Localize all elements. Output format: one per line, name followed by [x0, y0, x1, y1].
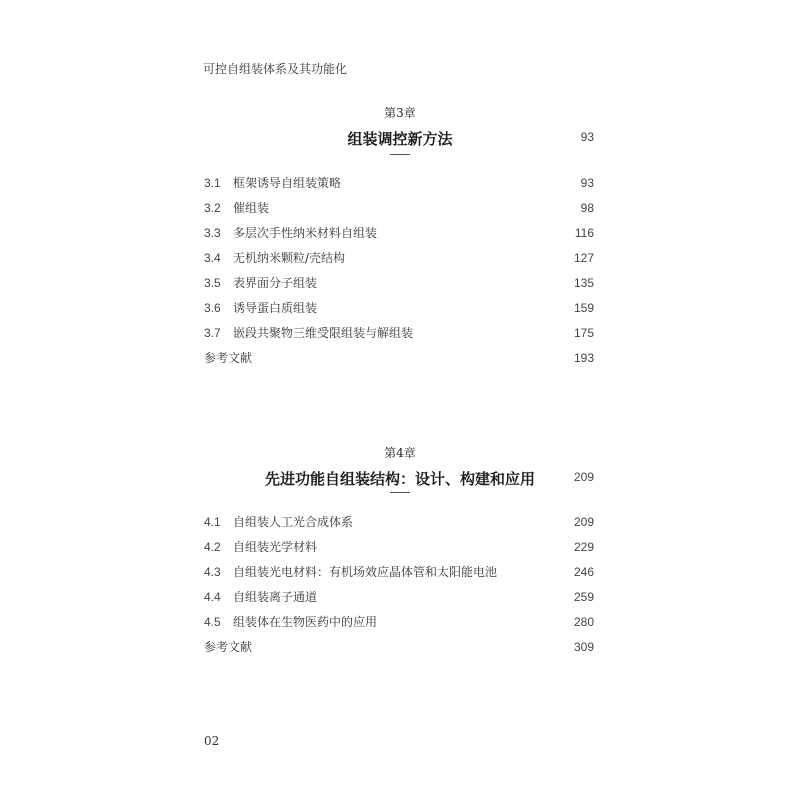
section-page-number: 280	[573, 615, 594, 629]
toc-entry[interactable]	[204, 174, 594, 192]
section-title: 自组装光电材料：有机场效应晶体管和太阳能电池	[233, 565, 498, 579]
section-number: 3.5	[204, 276, 221, 290]
toc-entry[interactable]	[204, 538, 594, 556]
chapter-page-number: 209	[573, 470, 594, 484]
section-title: 多层次手性纳米材料自组装	[233, 226, 378, 240]
toc-entry[interactable]	[204, 274, 594, 292]
toc-entry-references[interactable]	[204, 638, 594, 656]
section-page-number: 175	[573, 326, 594, 340]
chapter-title: 先进功能自组装结构：设计、构建和应用	[264, 470, 535, 488]
chapter-title: 组装调控新方法	[347, 130, 453, 148]
toc-entry[interactable]	[204, 199, 594, 217]
section-title: 诱导蛋白质组装	[233, 301, 318, 315]
toc-entry[interactable]	[204, 613, 594, 631]
section-page-number: 259	[573, 590, 594, 604]
section-title: 无机纳米颗粒/壳结构	[233, 251, 346, 265]
section-title: 组装体在生物医药中的应用	[233, 615, 378, 629]
toc-entry[interactable]	[204, 224, 594, 242]
section-page-number: 135	[573, 276, 594, 290]
section-number: 4.2	[204, 540, 221, 554]
toc-entry[interactable]	[204, 513, 594, 531]
references-title: 参考文献	[204, 351, 253, 365]
section-page-number: 159	[573, 301, 594, 315]
references-title: 参考文献	[204, 640, 253, 654]
section-number: 4.4	[204, 590, 221, 604]
section-page-number: 309	[573, 640, 594, 654]
toc-entry[interactable]	[204, 324, 594, 342]
section-title: 自组装人工光合成体系	[233, 515, 354, 529]
chapter-number-label: 第4章	[384, 446, 416, 460]
chapter-title-rule	[390, 154, 410, 155]
section-page-number: 193	[573, 351, 594, 365]
section-page-number: 93	[580, 176, 594, 190]
toc-entry[interactable]	[204, 588, 594, 606]
section-title: 表界面分子组装	[233, 276, 318, 290]
toc-entry[interactable]	[204, 563, 594, 581]
section-number: 3.1	[204, 176, 221, 190]
section-title: 框架诱导自组装策略	[233, 176, 342, 190]
section-number: 3.3	[204, 226, 221, 240]
section-number: 3.7	[204, 326, 221, 340]
section-page-number: 209	[573, 515, 594, 529]
section-number: 3.2	[204, 201, 221, 215]
section-page-number: 246	[573, 565, 594, 579]
section-page-number: 127	[573, 251, 594, 265]
section-number: 4.5	[204, 615, 221, 629]
section-number: 3.4	[204, 251, 221, 265]
toc-entry[interactable]	[204, 299, 594, 317]
page-folio: 02	[204, 734, 220, 748]
section-number: 3.6	[204, 301, 221, 315]
chapter-title-rule	[390, 492, 410, 493]
toc-entry-references[interactable]	[204, 349, 594, 367]
section-number: 4.1	[204, 515, 221, 529]
running-header: 可控自组装体系及其功能化	[203, 62, 348, 76]
section-page-number: 116	[574, 226, 594, 240]
chapter-page-number: 93	[580, 130, 594, 144]
toc-entry[interactable]	[204, 249, 594, 267]
section-title: 自组装离子通道	[233, 590, 318, 604]
section-page-number: 98	[580, 201, 594, 215]
section-title: 嵌段共聚物三维受限组装与解组装	[233, 326, 414, 340]
section-title: 自组装光学材料	[233, 540, 318, 554]
section-number: 4.3	[204, 565, 221, 579]
chapter-number-label: 第3章	[384, 106, 416, 120]
section-title: 催组装	[233, 201, 270, 215]
section-page-number: 229	[573, 540, 594, 554]
